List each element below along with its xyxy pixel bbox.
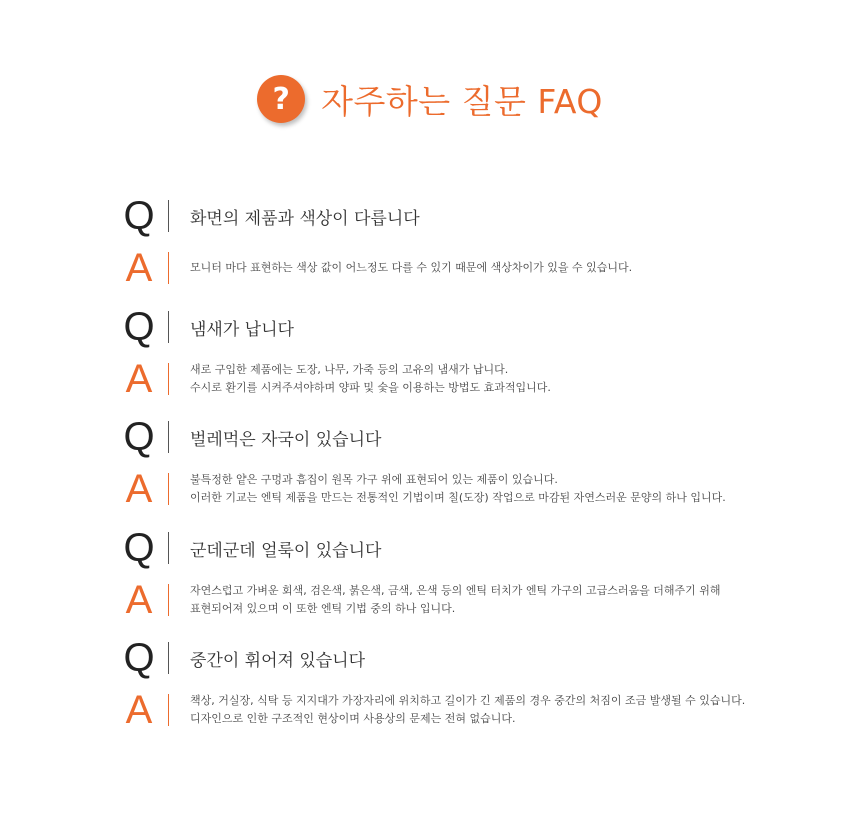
answer-line: 자연스럽고 가벼운 회색, 검은색, 붉은색, 금색, 은색 등의 엔틱 터치가 엔틱 가구의 고급스러움을 더해주기 위해 — [190, 584, 721, 597]
divider — [168, 532, 169, 564]
answer-row — [122, 690, 802, 730]
answer-text — [190, 259, 632, 277]
question-text: 냄새가 납니다 — [190, 319, 294, 340]
divider — [168, 642, 169, 674]
divider — [168, 252, 169, 284]
question-text: 중간이 휘어져 있습니다 — [190, 650, 366, 671]
faq-item-bending — [122, 638, 802, 730]
question-text: 벌레먹은 자국이 있습니다 — [190, 429, 382, 450]
answer-text — [190, 361, 551, 397]
question-row — [122, 417, 802, 457]
a-label: A — [125, 246, 153, 290]
answer-line: 이러한 기교는 엔틱 제품을 만드는 전통적인 기법이며 칠(도장) 작업으로 마감된 자연스러운 문양의 하나 입니다. — [190, 491, 726, 504]
divider — [168, 694, 169, 726]
answer-line: 모니터 마다 표현하는 색상 값이 어느정도 다를 수 있기 때문에 색상차이가 있을 수 있습니다. — [190, 261, 633, 274]
a-label: A — [125, 467, 153, 511]
faq-item-stains — [122, 528, 802, 620]
q-label: Q — [123, 526, 155, 570]
divider — [168, 363, 169, 395]
q-label: Q — [123, 194, 155, 238]
answer-line: 새로 구입한 제품에는 도장, 나무, 가죽 등의 고유의 냄새가 납니다. — [190, 363, 509, 376]
question-row — [122, 196, 802, 236]
answer-row — [122, 469, 802, 509]
answer-text — [190, 471, 726, 507]
question-text: 군데군데 얼룩이 있습니다 — [190, 540, 382, 561]
divider — [168, 584, 169, 616]
question-row — [122, 307, 802, 347]
answer-text — [190, 692, 745, 728]
q-label: Q — [123, 305, 155, 349]
faq-item-wormholes — [122, 417, 802, 509]
answer-row — [122, 248, 802, 288]
page-title: 자주하는 질문 FAQ — [321, 81, 603, 121]
q-label: Q — [123, 415, 155, 459]
answer-row — [122, 580, 802, 620]
question-row — [122, 528, 802, 568]
faq-header — [0, 75, 860, 123]
divider — [168, 311, 169, 343]
a-label: A — [125, 578, 153, 622]
a-label: A — [125, 357, 153, 401]
question-row — [122, 638, 802, 678]
divider — [168, 200, 169, 232]
answer-line: 책상, 거실장, 식탁 등 지지대가 가장자리에 위치하고 길이가 긴 제품의 경우 중간의 처짐이 조금 발생될 수 있습니다. — [190, 694, 746, 707]
answer-line: 디자인으로 인한 구조적인 현상이며 사용상의 문제는 전혀 없습니다. — [190, 712, 516, 725]
faq-item-color — [122, 196, 802, 288]
q-label: Q — [123, 636, 155, 680]
answer-line: 표현되어져 있으며 이 또한 엔틱 기법 중의 하나 입니다. — [190, 602, 456, 615]
answer-text — [190, 582, 720, 618]
a-label: A — [125, 688, 153, 732]
question-text: 화면의 제품과 색상이 다릅니다 — [190, 208, 420, 229]
answer-row — [122, 359, 802, 399]
divider — [168, 421, 169, 453]
answer-line: 불특정한 얕은 구멍과 흠집이 원목 가구 위에 표현되어 있는 제품이 있습니다. — [190, 473, 558, 486]
divider — [168, 473, 169, 505]
question-mark-icon: ? — [257, 75, 305, 123]
answer-line: 수시로 환기를 시켜주셔야하며 양파 및 숯을 이용하는 방법도 효과적입니다. — [190, 381, 551, 394]
faq-item-smell — [122, 307, 802, 399]
